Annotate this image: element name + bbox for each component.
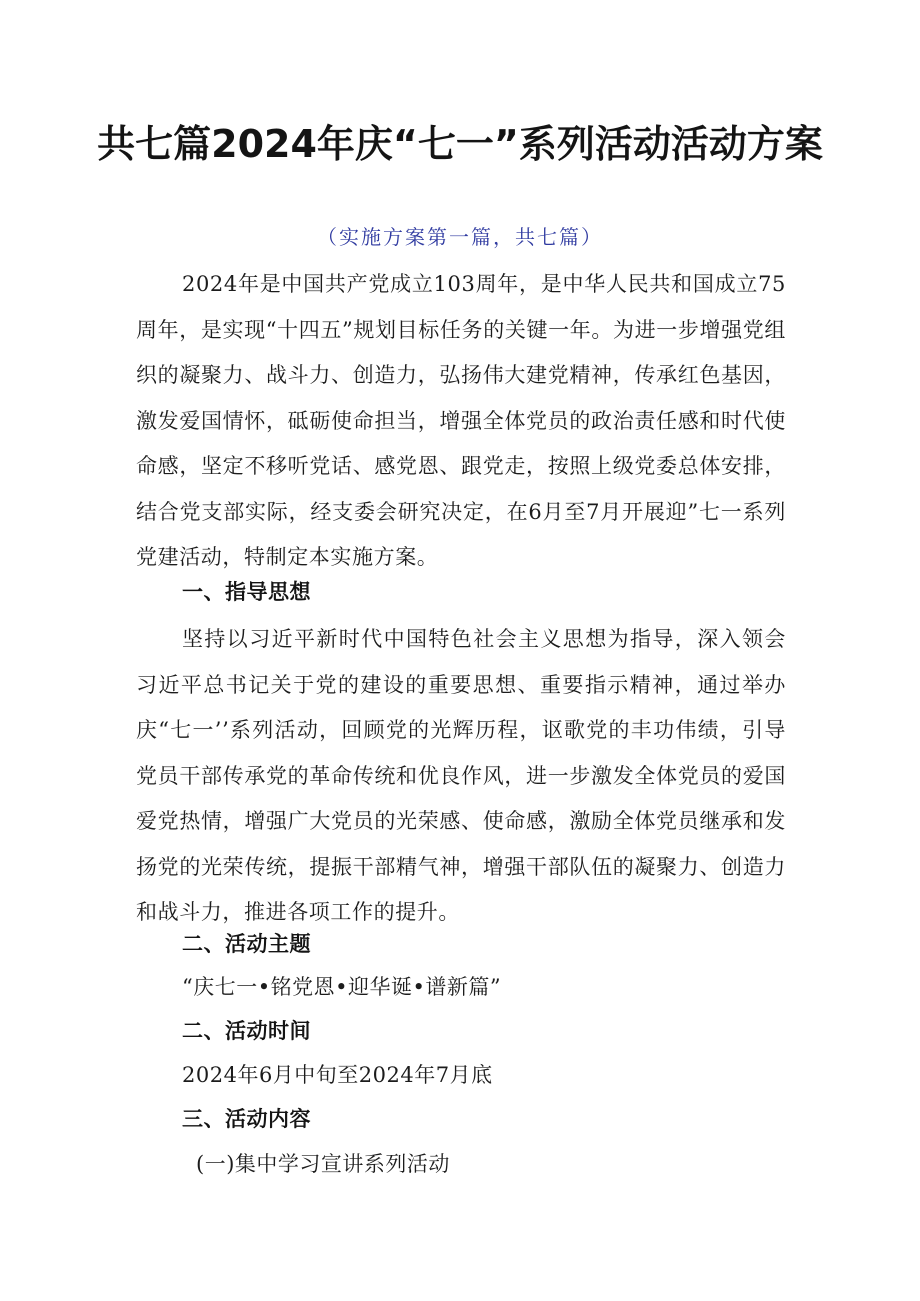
- activity-time-text: 2024年6月中旬至2024年7月底: [182, 1063, 493, 1087]
- section-heading-activity-time: 二、活动时间: [182, 1019, 311, 1043]
- section-heading-activity-theme: 二、活动主题: [182, 932, 311, 956]
- activity-content-subitem: (一)集中学习宣讲系列活动: [196, 1152, 450, 1176]
- document-title: 共七篇2024年庆“七一”系列活动活动方案: [97, 122, 823, 166]
- section-heading-guiding-ideology: 一、指导思想: [182, 580, 311, 604]
- activity-theme-text: “庆七一•铭党恩•迎华诞•谱新篇”: [182, 975, 502, 999]
- document-subtitle: （实施方案第一篇，共七篇）: [317, 225, 603, 249]
- intro-paragraph: 2024年是中国共产党成立103周年，是中华人民共和国成立75周年，是实现“十四五”规划目标任务的关键一年。为进一步增强党组织的凝聚力、战斗力、创造力，弘扬伟大建党精神，传承红色基因，激发爱国情怀，砥砺使命担当，增强全体党员的政治责任感和时代使命感，坚定不移听党话、感党恩、跟党走，按照上级党委总体安排，结合党支部实际，经支委会研究决定，在6月至7月开展迎”七一系列党建活动，特制定本实施方案。: [136, 272, 786, 569]
- guiding-ideology-paragraph: 坚持以习近平新时代中国特色社会主义思想为指导，深入领会习近平总书记关于党的建设的重要思想、重要指示精神，通过举办庆“七一’’系列活动，回顾党的光辉历程，讴歌党的丰功伟绩，引导党员干部传承党的革命传统和优良作风，进一步激发全体党员的爱国爱党热情，增强广大党员的光荣感、使命感，激励全体党员继承和发扬党的光荣传统，提振干部精气神，增强干部队伍的凝聚力、创造力和战斗力，推进各项工作的提升。: [136, 627, 786, 924]
- section-heading-activity-content: 三、活动内容: [182, 1107, 311, 1131]
